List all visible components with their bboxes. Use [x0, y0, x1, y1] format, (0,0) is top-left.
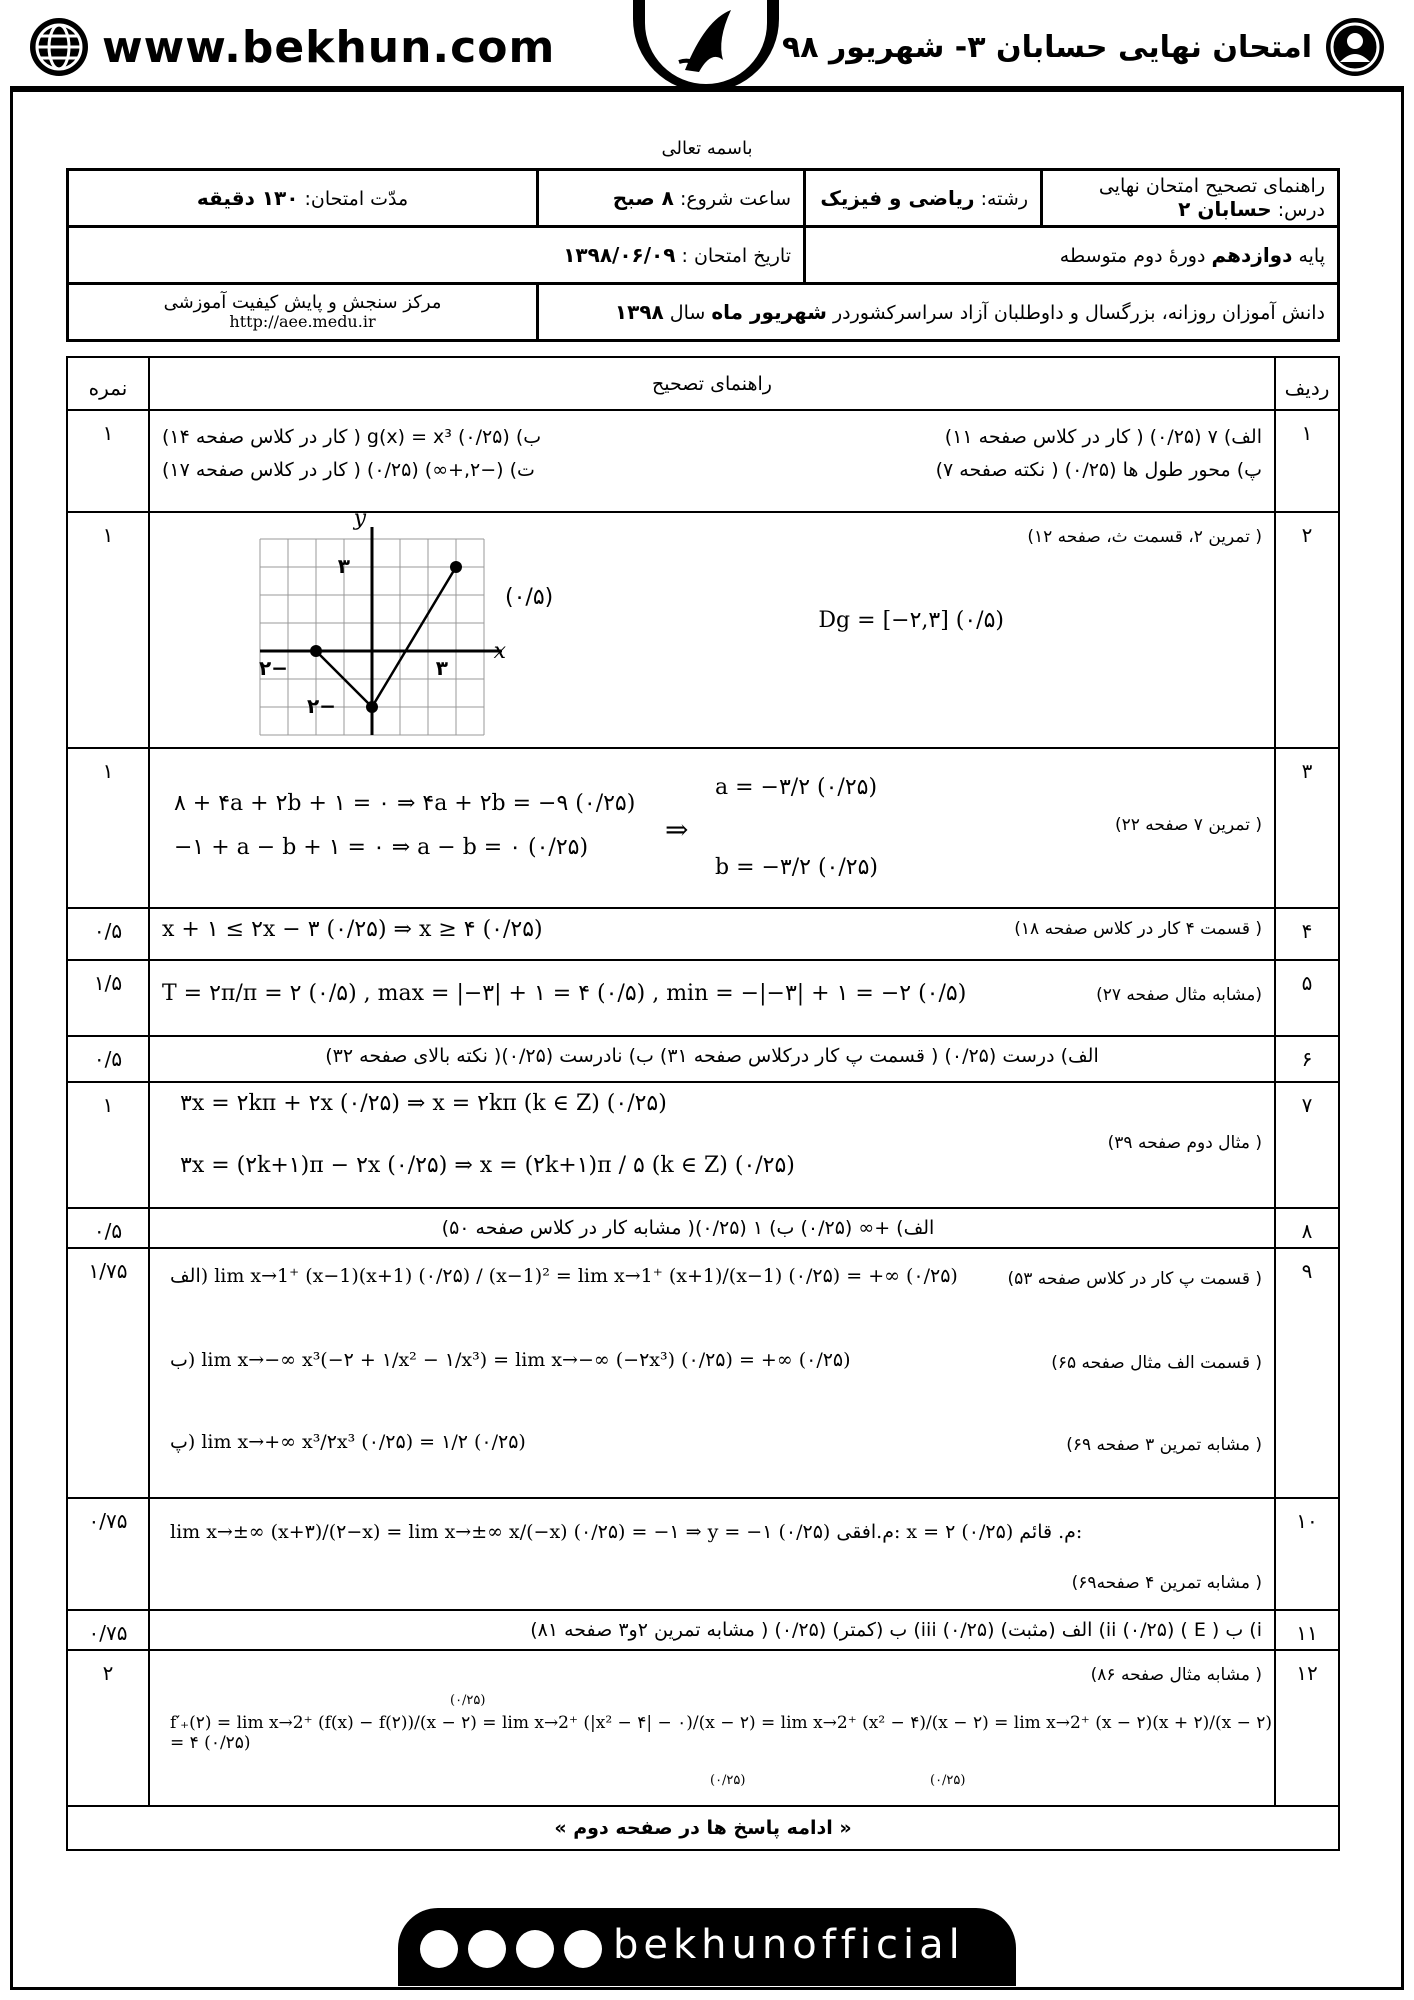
youtube-icon[interactable] [468, 1930, 506, 1968]
top-banner [0, 0, 1414, 92]
answer-line: پ) محور طول ها (۰/۲۵) ( نکته صفحه ۷) ت) (−۲,+∞) (۰/۲۵) ( کار در کلاس صفحه ۱۷) [162, 458, 1262, 481]
row-score: ۱ [67, 410, 149, 512]
row-number: ۶ [1275, 1036, 1339, 1082]
row-number: ۵ [1275, 960, 1339, 1036]
table-row [67, 512, 1339, 748]
answer-body [149, 410, 1275, 512]
tick-y-pos: ۳ [337, 554, 350, 578]
step-score: (۰/۲۵) [710, 1773, 746, 1788]
field-cell: رشته: ریاضی و فیزیک [805, 170, 1042, 227]
equation: ۳x = ۲kπ + ۲x (۰/۲۵) ⇒ x = ۲kπ (k ∈ Z) (۰/۲۵) [180, 1091, 667, 1116]
tick-y-neg: −۲ [307, 694, 336, 718]
telegram-icon[interactable] [516, 1930, 554, 1968]
row-number: ۸ [1275, 1208, 1339, 1248]
row-number: ۳ [1275, 748, 1339, 908]
true-false-answers: الف) درست (۰/۲۵) ( قسمت پ کار درکلاس صفحه ۳۱) ب) نادرست (۰/۲۵)( نکته بالای صفحه ۳۲) [325, 1045, 1099, 1067]
graph-score: (۰/۵) [505, 585, 554, 610]
row-score: ۰/۵ [67, 908, 149, 960]
row-score: ۱ [67, 1082, 149, 1208]
answer-line: الف) ۷ (۰/۲۵) ( کار در کلاس صفحه ۱۱) ب) g(x) = x³ (۰/۲۵) ( کار در کلاس صفحه ۱۴) [162, 426, 1262, 448]
implies-icon: ⇒ [665, 813, 689, 846]
row-number: ۱۰ [1275, 1498, 1339, 1610]
y-axis-label: y [353, 506, 366, 531]
site-link[interactable] [30, 18, 555, 76]
duration-cell: مدّت امتحان: ۱۳۰ دقیقه [68, 170, 538, 227]
row-score: ۰/۷۵ [67, 1610, 149, 1650]
equation: −۱ + a − b + ۱ = ۰ ⇒ a − b = ۰ (۰/۲۵) [174, 835, 589, 860]
answer-body [149, 1498, 1275, 1610]
data-point [310, 645, 322, 657]
source-note: ( مشابه مثال صفحه ۸۶) [1090, 1665, 1262, 1685]
table-row [67, 1036, 1339, 1082]
row-score: ۰/۷۵ [67, 1498, 149, 1610]
row-number: ۹ [1275, 1248, 1339, 1498]
row-score: ۱ [67, 512, 149, 748]
basmala: باسمه تعالی [661, 138, 753, 159]
table-row [67, 1498, 1339, 1610]
source-note: ( تمرین ۲، قسمت ث، صفحه ۱۲) [1027, 527, 1262, 547]
tick-x-pos: ۳ [435, 656, 448, 680]
function-line [316, 567, 456, 707]
equation: T = ۲π/π = ۲ (۰/۵) , max = |−۳| + ۱ = ۴ (۰/۵) , min = −|−۳| + ۱ = −۲ (۰/۵) [162, 981, 967, 1006]
equation: ۳x = (۲k+۱)π − ۲x (۰/۲۵) ⇒ x = (۲k+۱)π / ۵ (k ∈ Z) (۰/۲۵) [180, 1153, 795, 1178]
social-handle[interactable]: bekhunofficial [613, 1922, 965, 1968]
instagram-icon[interactable] [564, 1930, 602, 1968]
user-icon [1326, 18, 1384, 76]
row-number: ۴ [1275, 908, 1339, 960]
exam-title [782, 18, 1384, 76]
answer-body [149, 1036, 1275, 1082]
answer-table [66, 356, 1340, 1851]
row-number: ۱۱ [1275, 1610, 1339, 1650]
data-point [450, 561, 462, 573]
source-note: ( تمرین ۷ صفحه ۲۲) [1114, 815, 1262, 835]
source-note: ( قسمت الف مثال صفحه ۶۵) [1051, 1353, 1262, 1373]
table-row [67, 410, 1339, 512]
col-score: نمره [67, 357, 149, 410]
row-score: ۰/۵ [67, 1036, 149, 1082]
grade-cell: پایه دوازدهم دورهٔ دوم متوسطه [805, 227, 1339, 284]
source-note: ( مشابه تمرین ۳ صفحه ۶۹) [1066, 1435, 1262, 1455]
equation: x + ۱ ≤ ۲x − ۳ (۰/۲۵) ⇒ x ≥ ۴ (۰/۲۵) [162, 917, 543, 942]
exam-info-table [66, 168, 1340, 342]
center-url[interactable]: http://aee.medu.ir [229, 312, 376, 332]
row-score: ۰/۵ [67, 1208, 149, 1248]
source-note: ( قسمت پ کار در کلاس صفحه ۵۳) [1007, 1269, 1262, 1289]
answer-body [149, 1082, 1275, 1208]
col-guide: راهنمای تصحیح [149, 357, 1275, 410]
camera-icon[interactable] [420, 1930, 458, 1968]
limit-equation: الف) lim x→1⁺ (x−1)(x+1) (۰/۲۵) / (x−1)² = lim x→1⁺ (x+1)/(x−1) (۰/۲۵) = +∞ (۰/۲۵) [170, 1265, 958, 1287]
row-score: ۱/۷۵ [67, 1248, 149, 1498]
table-row [67, 1610, 1339, 1650]
table-row [67, 1248, 1339, 1498]
limit-answers: الف) +∞ (۰/۲۵) ب) ۱ (۰/۲۵)( مشابه کار در کلاس صفحه ۵۰) [441, 1217, 935, 1239]
col-row: ردیف [1275, 357, 1339, 410]
start-cell: ساعت شروع: ۸ صبح [538, 170, 805, 227]
center-cell [68, 284, 538, 341]
table-row [67, 1650, 1339, 1806]
tick-x-neg: −۲ [259, 656, 288, 680]
answer-body [149, 960, 1275, 1036]
answer-body [149, 1248, 1275, 1498]
social-footer[interactable] [398, 1908, 1016, 1986]
row-number: ۲ [1275, 512, 1339, 748]
limit-equation: پ) lim x→+∞ x³/۲x³ (۰/۲۵) = ۱/۲ (۰/۲۵) [170, 1431, 526, 1453]
exam-title-text: امتحان نهایی حسابان ۳- شهریور ۹۸ [781, 29, 1312, 65]
answer-body [149, 1610, 1275, 1650]
table-row [67, 908, 1339, 960]
row-number: ۱۲ [1275, 1650, 1339, 1806]
row-score: ۲ [67, 1650, 149, 1806]
domain-result: Dg = [−۲,۳] (۰/۵) [818, 608, 1004, 633]
table-row [67, 1806, 1339, 1850]
answer-body [149, 506, 1275, 748]
source-note: (مشابه مثال صفحه ۲۷) [1096, 985, 1262, 1005]
answer-body [149, 1650, 1275, 1806]
table-row [67, 960, 1339, 1036]
function-graph [230, 506, 506, 749]
globe-icon [30, 18, 88, 76]
course-cell: راهنمای تصحیح امتحان نهایی درس: حسابان ۲ [1042, 170, 1339, 227]
row-score: ۱ [67, 748, 149, 908]
row-score: ۱/۵ [67, 960, 149, 1036]
choice-answers: i) ب ( E ) (۰/۲۵) ii) الف (مثبت) (۰/۲۵) iii) ب (کمتر) (۰/۲۵) ( مشابه تمرین ۲و۳ صفحه ۸۱) [530, 1619, 1262, 1641]
result-a: a = −۳/۲ (۰/۲۵) [715, 775, 878, 800]
x-axis-label: x [493, 639, 506, 664]
row-number: ۷ [1275, 1082, 1339, 1208]
answer-body [149, 1208, 1275, 1248]
limit-equation: ب) lim x→−∞ x³(−۲ + ۱/x² − ۱/x³) = lim x→−∞ (−۲x³) (۰/۲۵) = +∞ (۰/۲۵) [170, 1349, 851, 1371]
site-url[interactable]: www.bekhun.com [102, 21, 556, 73]
date-cell: تاریخ امتحان : ۱۳۹۸/۰۶/۰۹ [68, 227, 805, 284]
asymptote-equation: lim x→±∞ (x+۳)/(۲−x) = lim x→±∞ x/(−x) (۰/۲۵) = −۱ ⇒ y = −۱ (۰/۲۵) م.افقی: x = ۲ (۰/۲۵) م. قائم: [170, 1521, 1083, 1543]
table-row [67, 1082, 1339, 1208]
source-note: ( قسمت ۴ کار در کلاس صفحه ۱۸) [1014, 919, 1262, 939]
data-point [366, 701, 378, 713]
step-score: (۰/۲۵) [930, 1773, 966, 1788]
students-cell: دانش آموزان روزانه، بزرگسال و داوطلبان آزاد سراسرکشوردر شهریور ماه سال ۱۳۹۸ [538, 284, 1339, 341]
source-note: ( مثال دوم صفحه ۳۹) [1107, 1133, 1262, 1153]
center-name: مرکز سنجش و پایش کیفیت آموزشی [163, 292, 442, 314]
row-number: ۱ [1275, 410, 1339, 512]
result-b: b = −۳/۲ (۰/۲۵) [715, 855, 879, 880]
equation: ۸ + ۴a + ۲b + ۱ = ۰ ⇒ ۴a + ۲b = −۹ (۰/۲۵) [174, 791, 636, 816]
source-note: ( مشابه تمرین ۴ صفحه۶۹) [1071, 1573, 1262, 1593]
answer-body [149, 908, 1275, 960]
brand-logo [633, 0, 779, 92]
step-score: (۰/۲۵) [450, 1693, 486, 1708]
answer-body [149, 748, 1275, 908]
derivative-equation: f′₊(۲) = lim x→2⁺ (f(x) − f(۲))/(x − ۲) = lim x→2⁺ (|x² − ۴| − ۰)/(x − ۲) = lim x→2⁺ (x² − ۴)/(x − ۲) = lim x→2⁺ (x − ۲)(x + ۲)/(x − ۲) = ۴ (۰/۲۵) [170, 1713, 1273, 1753]
table-row [67, 1208, 1339, 1248]
continue-note: « ادامه پاسخ ها در صفحه دوم » [67, 1806, 1339, 1850]
table-row [67, 748, 1339, 908]
